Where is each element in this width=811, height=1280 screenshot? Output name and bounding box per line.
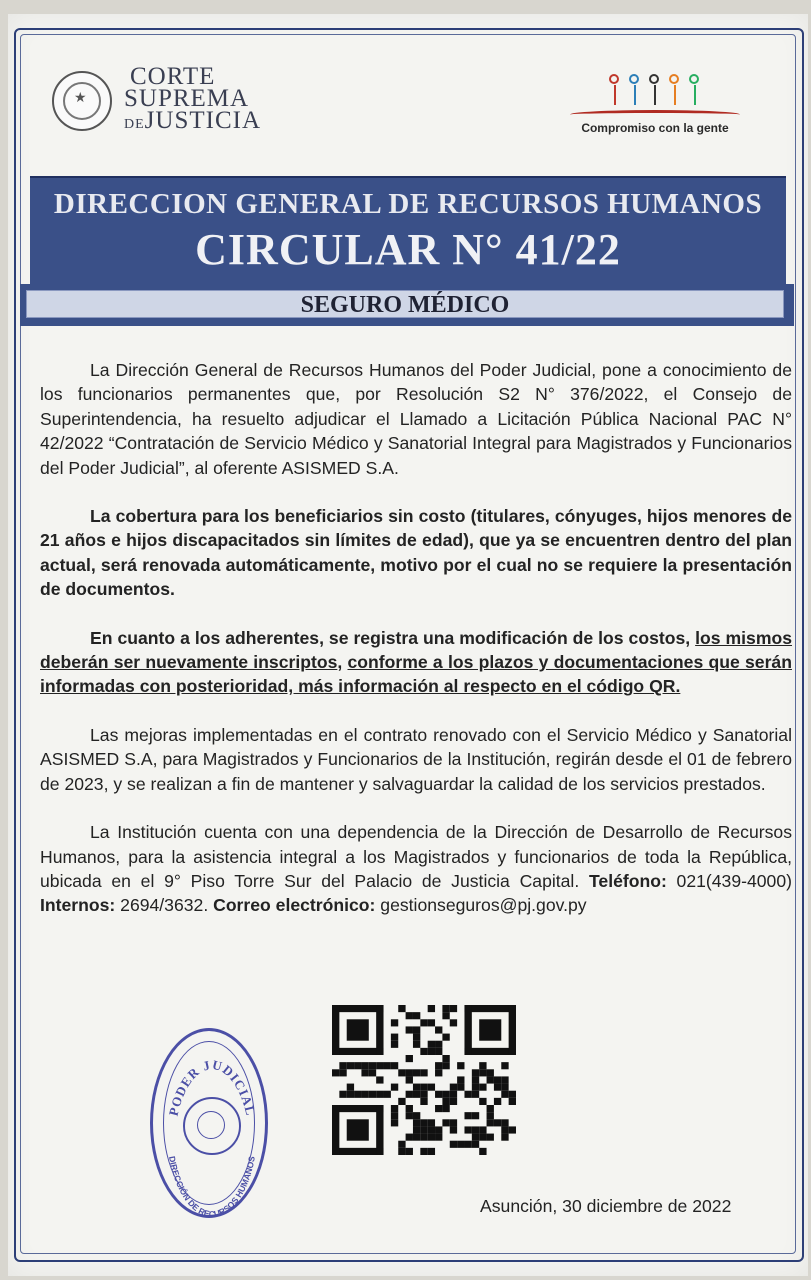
people-icon — [560, 70, 750, 108]
swoosh-icon — [570, 110, 740, 119]
stamp-top-text: PODER JUDICIAL — [165, 1056, 259, 1118]
paragraph-improvements: Las mejoras implementadas en el contrato renovado con el Servicio Médico y Sanatorial ASISMED S.A, para Magistrados y Funcionarios de la Institución, regirán desde el 01 de febrero de 2023, y se realizan a fin de mantener y salvaguardar la calidad de los servicios prestados. — [40, 724, 792, 794]
subject-band — [20, 284, 794, 326]
court-name-line3: JUSTICIA — [144, 107, 262, 134]
paragraph-contact — [40, 820, 792, 918]
national-seal-icon — [52, 71, 112, 131]
stamp-seal-icon — [183, 1097, 241, 1155]
department-title: DIRECCION GENERAL DE RECURSOS HUMANOS — [53, 188, 763, 220]
adherents-reinscription: los mismos deberán ser nuevamente inscriptos — [40, 627, 792, 673]
official-stamp — [150, 1028, 268, 1218]
stamp-bottom-text: DIRECCIÓN DE RECURSOS HUMANOS — [167, 1155, 257, 1220]
court-name-line2: SUPREMA — [124, 85, 250, 112]
compromiso-tagline: Compromiso con la gente — [581, 121, 729, 135]
phone-label: Teléfono: — [588, 870, 667, 891]
svg-text:DIRECCIÓN DE RECURSOS HUMANOS — [167, 1155, 257, 1219]
extension-label: Internos: — [40, 895, 116, 916]
circular-number: CIRCULAR N° 41/22 — [195, 225, 621, 274]
subject-title: SEGURO MÉDICO — [26, 290, 784, 318]
court-logo — [52, 63, 262, 136]
issue-date: Asunción, 30 diciembre de 2022 — [480, 1196, 732, 1216]
qr-code[interactable] — [332, 1005, 516, 1155]
contact-text: La Institución cuenta con una dependencia de la Dirección de Desarrollo de Recursos Humanos, para la asistencia integral a los Magistrados y funcionarios de toda la República, ubicada en el 9° Piso Torre Sur del Palacio de Justicia Capital. — [40, 822, 792, 891]
email-label: Correo electrónico: — [213, 895, 376, 916]
court-name — [124, 63, 262, 136]
court-name-line1: CORTE — [130, 63, 216, 90]
phone-number: 021(439-4000) — [666, 870, 792, 891]
compromiso-logo — [560, 70, 750, 135]
title-band — [30, 176, 786, 286]
adherents-comma: , — [337, 652, 348, 673]
court-name-de: DE — [124, 117, 145, 132]
email-address: gestionseguros@pj.gov.py — [375, 895, 587, 916]
paragraph-coverage: La cobertura para los beneficiarios sin costo (titulares, cónyuges, hijos menores de 21 años e hijos discapacitados sin límites de edad), que ya se encuentren dentro del plan actual, será renovada automáticamente, motivo por el cual no se requiere la presentación de documentos. — [40, 506, 792, 600]
adherents-qr-note: conforme a los plazos y documentaciones que serán informadas con posterioridad, más información al respecto en el código QR. — [40, 652, 792, 697]
extension-number: 2694/3632. — [115, 895, 214, 916]
paragraph-adherents — [40, 626, 792, 699]
circular-body — [40, 358, 792, 942]
paragraph-adjudication: La Dirección General de Recursos Humanos del Poder Judicial, pone a conocimiento de los funcionarios permanentes que, por Resolución S2 N° 376/2022, el Consejo de Superintendencia, ha resuelto adjudicar el Llamado a Licitación Pública Nacional PAC N° 42/2022 “Contratación de Servicio Médico y Sanatorial Integral para Magistrados y Funcionarios del Poder Judicial”, al oferente ASISMED S.A. — [40, 360, 792, 478]
adherents-text: En cuanto a los adherentes, se registra una modificación de los costos, — [90, 627, 696, 648]
